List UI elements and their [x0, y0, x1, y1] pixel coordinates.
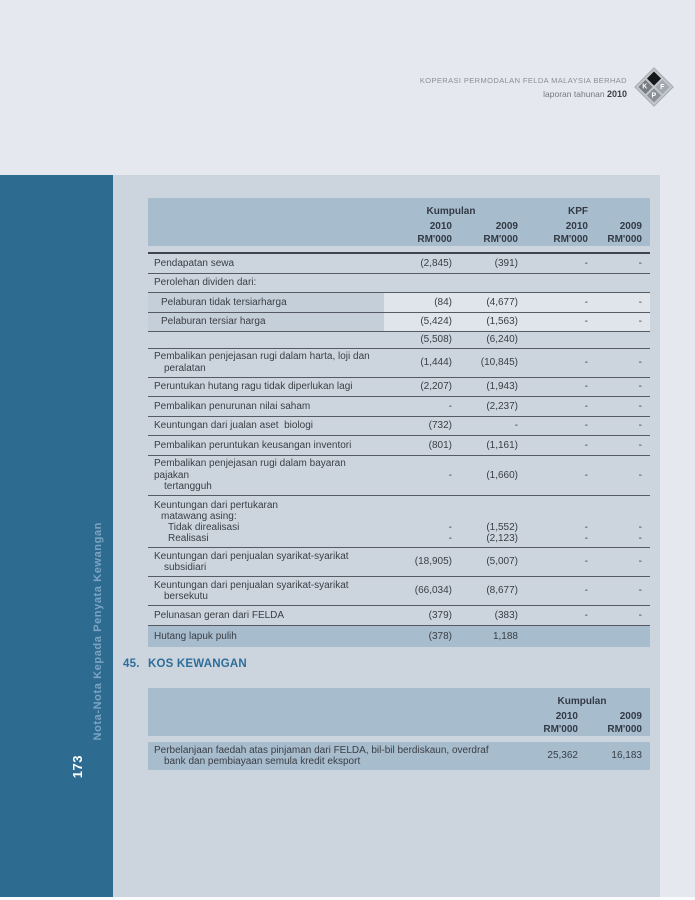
cell-value — [518, 274, 588, 293]
cell-value: (391) — [494, 257, 518, 269]
cell-value: (6,240) — [486, 334, 518, 345]
row-label: Pembalikan peruntukan keusangan inventori — [154, 439, 352, 451]
cell-value: - — [638, 439, 642, 451]
cell-value: - — [638, 585, 642, 597]
cell-value: - — [584, 257, 588, 269]
cell-value: - - — [448, 521, 452, 544]
cell-value: (4,677) — [452, 293, 518, 312]
cell-value — [588, 332, 650, 348]
cell-value: - — [518, 313, 588, 332]
cell-value: - — [638, 257, 642, 269]
year-column-header: 2010 RM'000 — [553, 221, 588, 245]
content-panel — [113, 175, 660, 897]
year-column-header: 2009 RM'000 — [607, 221, 642, 245]
report-title-line — [420, 89, 627, 99]
cell-value: (2,845) — [420, 257, 452, 269]
cell-value: (5,007) — [486, 556, 518, 568]
cell-value — [588, 626, 650, 648]
cell-value: (1,444) — [420, 356, 452, 368]
notes-table — [148, 198, 650, 647]
cell-value: (732) — [428, 420, 452, 431]
cell-value: (801) — [428, 439, 452, 451]
table-row — [148, 577, 650, 606]
table-row — [148, 293, 650, 313]
notes-table-rows — [148, 252, 650, 647]
cell-value: (18,905) — [414, 556, 452, 568]
table-row — [148, 254, 650, 274]
row-label: Pelaburan tidak tersiarharga — [148, 293, 384, 312]
table-row — [148, 349, 650, 378]
cell-value: (5,508) — [420, 334, 452, 345]
cell-value: (84) — [384, 293, 452, 312]
row-label: Keuntungan dari jualan aset biologi — [154, 420, 314, 431]
cell-value: - — [448, 469, 452, 481]
cell-value — [452, 274, 518, 293]
notes-table-header — [148, 198, 650, 246]
logo-letter-f: F — [655, 80, 669, 94]
report-title-prefix: laporan tahunan — [543, 88, 607, 99]
cell-value — [518, 626, 588, 648]
table-row — [148, 397, 650, 417]
kpf-logo-icon — [633, 66, 675, 108]
row-label: Pelunasan geran dari FELDA — [154, 609, 285, 621]
cell-value: (8,677) — [486, 585, 518, 597]
table-row — [148, 742, 650, 770]
cell-value: - — [588, 293, 650, 312]
column-group-kumpulan: Kumpulan — [557, 696, 607, 707]
row-label: Keuntungan dari pertukaran matawang asing: Tidak direalisasi Realisasi — [154, 499, 278, 544]
year-column-header: 2010 RM'000 — [417, 221, 452, 245]
report-year: 2010 — [606, 88, 627, 99]
row-label: Hutang lapuk pulih — [154, 630, 237, 642]
cell-value: - — [638, 420, 642, 431]
table-row — [148, 417, 650, 437]
cell-value: (1,660) — [486, 469, 518, 481]
cell-value: (1,552) (2,123) — [486, 521, 518, 544]
page-header — [420, 66, 675, 108]
table-row — [148, 436, 650, 456]
cell-value: - — [638, 469, 642, 481]
sidebar-vertical-title: Nota-Nota Kepada Penyata Kewangan — [92, 521, 104, 740]
column-group-kpf: KPF — [568, 206, 588, 217]
table-row — [148, 496, 650, 548]
cell-value: - — [448, 400, 452, 412]
cell-value — [588, 274, 650, 293]
table-row — [148, 548, 650, 577]
kpf-logo-diamond — [634, 67, 674, 107]
cell-value: - — [584, 356, 588, 368]
cell-value: - — [514, 420, 518, 431]
row-label: Pembalikan penjejasan rugi dalam bayaran pajakan tertangguh — [154, 458, 349, 492]
section-number: 45. — [123, 658, 140, 670]
page-number: 173 — [70, 754, 85, 778]
cell-value: - — [638, 556, 642, 568]
row-label: Pembalikan penjejasan rugi dalam harta, loji dan peralatan — [154, 351, 370, 374]
table-row — [148, 378, 650, 398]
cell-value — [384, 274, 452, 293]
cell-value: - - — [584, 521, 588, 544]
row-label: Pelaburan tersiar harga — [148, 313, 384, 332]
cell-value: - — [584, 439, 588, 451]
cell-value: - — [584, 400, 588, 412]
cell-value: - — [584, 556, 588, 568]
cell-value: (1,943) — [486, 381, 518, 392]
row-label: Pendapatan sewa — [154, 257, 235, 269]
cell-value: - — [584, 381, 588, 392]
table-row — [148, 332, 650, 349]
cell-value: (10,845) — [480, 356, 518, 368]
finance-cost-table — [148, 688, 650, 770]
cell-value: - — [584, 609, 588, 621]
cell-value: - — [638, 400, 642, 412]
table-row — [148, 606, 650, 626]
row-label — [148, 332, 384, 348]
row-label: Perbelanjaan faedah atas pinjaman dari FELDA, bil-bil berdiskaun, overdraf bank dan pembiayaan semula kredit eksport — [154, 744, 489, 767]
table-row — [148, 274, 650, 294]
table-row — [148, 626, 650, 648]
row-label: Keuntungan dari penjualan syarikat-syarikat subsidiari — [154, 550, 349, 573]
cell-value: 25,362 — [547, 750, 578, 762]
cell-value: (1,161) — [486, 439, 518, 451]
section-title: KOS KEWANGAN — [148, 658, 247, 670]
cell-value: (383) — [494, 609, 518, 621]
notes-sidebar — [0, 175, 113, 897]
year-column-header: 2009 RM'000 — [483, 221, 518, 245]
cell-value: - — [584, 420, 588, 431]
cell-value: - — [638, 381, 642, 392]
cell-value: - — [638, 609, 642, 621]
cell-value: - — [518, 293, 588, 312]
column-group-kumpulan: Kumpulan — [426, 206, 476, 217]
logo-letter-k: K — [638, 80, 652, 94]
row-label: Pembalikan penurunan nilai saham — [154, 400, 311, 412]
cell-value — [518, 332, 588, 348]
finance-cost-table-rows — [148, 742, 650, 770]
year-column-header: 2010 RM'000 — [543, 711, 578, 735]
cell-value: (2,207) — [420, 381, 452, 392]
company-name: KOPERASI PERMODALAN FELDA MALAYSIA BERHAD — [419, 75, 627, 85]
cell-value: - - — [638, 521, 642, 544]
cell-value: (1,563) — [452, 313, 518, 332]
row-label: Keuntungan dari penjualan syarikat-syarikat bersekutu — [154, 579, 349, 602]
row-label: Perolehan dividen dari: — [154, 277, 257, 288]
table-row — [148, 456, 650, 497]
cell-value: (378) — [428, 630, 452, 642]
cell-value: (66,034) — [414, 585, 452, 597]
cell-value: 16,183 — [611, 750, 642, 762]
row-label: Peruntukan hutang ragu tidak diperlukan lagi — [154, 381, 353, 392]
table-row — [148, 313, 650, 333]
section-heading — [123, 658, 247, 670]
cell-value: 1,188 — [492, 630, 518, 642]
cell-value: - — [584, 585, 588, 597]
cell-value: - — [584, 469, 588, 481]
cell-value: (379) — [428, 609, 452, 621]
cell-value: - — [588, 313, 650, 332]
cell-value: (2,237) — [486, 400, 518, 412]
cell-value: (5,424) — [384, 313, 452, 332]
finance-cost-table-header — [148, 688, 650, 736]
logo-letter-p: P — [647, 88, 661, 102]
year-column-header: 2009 RM'000 — [607, 711, 642, 735]
header-text — [420, 76, 627, 99]
cell-value: - — [638, 356, 642, 368]
